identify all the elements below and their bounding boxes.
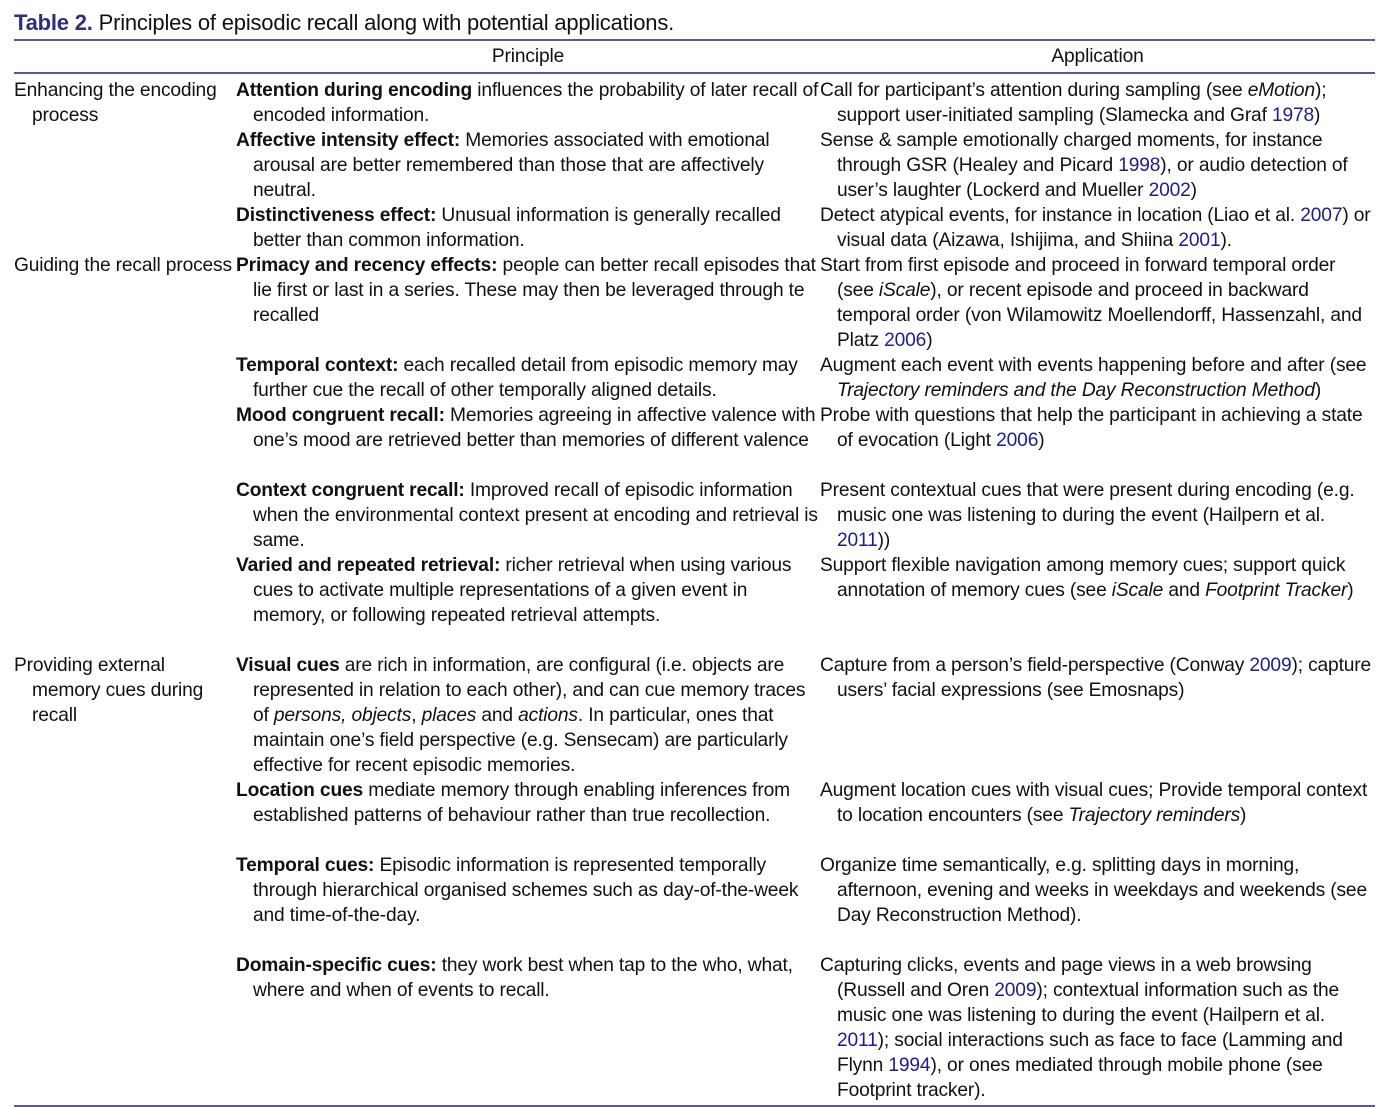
principle-cell [236,253,820,353]
principle-term: Temporal cues: [236,855,375,876]
principle-term: Primacy and recency effects: [236,255,498,276]
principle-term: Domain-specific cues: [236,955,437,976]
application-text [820,853,1375,928]
application-text [820,353,1375,403]
principle-description: Unusual information is generally recalled better than common information. [253,205,781,251]
application-cell [820,128,1375,203]
principle-description: Improved recall of episodic information when the environmental context present at encoding and retrieval is same. [253,480,818,551]
application-description: ) [1190,180,1197,201]
category-cell [14,778,236,853]
principle-text [236,253,820,328]
principle-term: Distinctiveness effect: [236,205,437,226]
citation-year-link[interactable]: 1978 [1271,105,1315,126]
table-row [14,778,1375,853]
application-description: ), or recent episode and proceed in backward temporal order (von Wilamowitz Moellendorff, Hassenzahl, and Platz [837,280,1362,351]
category-cell [14,203,236,253]
principle-term: Visual cues [236,655,340,676]
table-caption-text: Principles of episodic recall along with potential applications. [98,10,675,35]
application-text [820,253,1375,353]
category-label: Providing external memory cues during recall [14,655,204,726]
table-row [14,853,1375,953]
principle-cell [236,853,820,953]
application-description: ) [1314,380,1322,401]
column-header-application: Application [1051,46,1144,67]
application-text [820,403,1375,453]
category-cell [14,128,236,203]
principle-description: influences the probability of later recall of encoded information. [253,80,819,126]
principle-cell [236,953,820,1105]
table-row [14,128,1375,203]
principle-text [236,403,820,453]
application-text [820,953,1375,1103]
principle-text [236,478,820,553]
table-row [14,553,1375,653]
application-cell [820,353,1375,403]
principle-term: Temporal context: [236,355,399,376]
principle-text [236,553,820,628]
principle-description: are rich in information, are configural (i.e. objects are represented in relation to each other), and can cue memory traces of [253,655,806,726]
principle-description: . In particular, ones that maintain one’s field perspective (e.g. Sensecam) are particularly effective for recent episodic memories. [253,705,788,776]
column-header-principle: Principle [491,46,565,67]
application-text [820,553,1375,603]
principle-text [236,953,820,1003]
category-label: Guiding the recall process [14,255,232,276]
table-row [14,653,1375,778]
principle-text [236,353,820,403]
category-cell [14,478,236,553]
application-description: Detect atypical events, for instance in location (Liao et al. [820,205,1301,226]
category-cell [14,72,236,128]
citation-year-link[interactable]: 2011 [837,530,878,551]
principle-description: they work best when tap to the who, what, where and when of events to recall. [253,955,793,1001]
application-description: ); support user-initiated sampling (Slamecka and Graf [837,80,1327,126]
principle-cell [236,128,820,203]
application-description: )) [877,530,891,551]
emphasis-text: places [421,705,477,726]
principle-cell [236,353,820,403]
application-description: ) [1240,805,1247,826]
principle-description: mediate memory through enabling inferences from established patterns of behaviour rather than true recollection. [253,780,790,826]
principle-text [236,128,820,203]
application-description: Organize time semantically, e.g. splitting days in morning, afternoon, evening and weeks in weekdays and weekends (see Day Reconstruction Method). [820,855,1367,926]
citation-year-link[interactable]: 2001 [1178,230,1221,251]
citation-year-link[interactable]: 2011 [837,1030,878,1051]
application-description: ) or visual data (Aizawa, Ishijima, and Shiina [837,205,1371,251]
principle-term: Location cues [236,780,364,801]
application-description: Capturing clicks, events and page views in a web browsing (Russell and Oren [820,955,1312,1001]
application-cell [820,203,1375,253]
application-description: Probe with questions that help the participant in achieving a state of evocation (Light [820,405,1363,451]
emphasis-text: iScale [1111,580,1164,601]
emphasis-text: eMotion [1247,80,1315,101]
application-description: Start from first episode and proceed in forward temporal order (see [820,255,1336,301]
emphasis-text: Footprint Tracker [1205,580,1348,601]
principle-cell [236,478,820,553]
principle-description: Memories agreeing in affective valence with one’s mood are retrieved better than memories of different valence [253,405,816,451]
header-rule [14,72,1375,74]
application-description: Capture from a person’s field-perspective (Conway [820,655,1250,676]
principle-cell [236,203,820,253]
table-caption [14,8,1375,39]
application-text [820,778,1375,828]
table-row [14,478,1375,553]
category-cell [14,553,236,653]
citation-year-link[interactable]: 1998 [1118,155,1161,176]
application-cell [820,553,1375,653]
citation-year-link[interactable]: 2002 [1148,180,1191,201]
application-cell [820,72,1375,128]
principle-description: and [476,705,519,726]
application-description: ); contextual information such as the music one was listening to during the event (Hailpern et al. [837,980,1340,1026]
principle-term: Varied and repeated retrieval: [236,555,501,576]
emphasis-text: persons, objects [273,705,412,726]
principle-text [236,203,820,253]
application-cell [820,853,1375,953]
emphasis-text: actions [518,705,578,726]
category-cell [14,403,236,478]
application-cell [820,403,1375,478]
principle-cell [236,653,820,778]
citation-year-link[interactable]: 2007 [1300,205,1343,226]
application-cell [820,653,1375,778]
principle-term: Context congruent recall: [236,480,465,501]
principle-description: Memories associated with emotional arousal are better remembered than those that are affectively neutral. [253,130,770,201]
table-row [14,203,1375,253]
principle-cell [236,553,820,653]
citation-year-link[interactable]: 2009 [1249,655,1292,676]
application-text [820,78,1375,128]
application-description: Present contextual cues that were present during encoding (e.g. music one was listening to during the event (Hailpern et al. [820,480,1355,526]
category-label: Enhancing the encoding process [14,80,217,126]
category-cell [14,653,236,778]
application-cell [820,253,1375,353]
principle-text [236,78,820,128]
principle-description: richer retrieval when using various cues to activate multiple representations of a given event in memory, or following repeated retrieval attempts. [253,555,792,626]
principle-text [236,853,820,928]
principle-description: each recalled detail from episodic memory may further cue the recall of other temporally aligned details. [253,355,798,401]
category-cell [14,353,236,403]
header-row [14,41,1375,72]
principle-term: Attention during encoding [236,80,473,101]
table-row [14,953,1375,1105]
principle-cell [236,403,820,478]
category-cell [14,253,236,353]
table-row [14,403,1375,478]
application-description: ) [1347,580,1354,601]
principle-text [236,778,820,828]
application-cell [820,953,1375,1105]
table-row [14,253,1375,353]
principle-term: Affective intensity effect: [236,130,461,151]
principle-text [236,653,820,778]
citation-year-link[interactable]: 2006 [996,430,1039,451]
table-caption-label: Table 2. [14,10,93,35]
application-description: ) [1314,105,1321,126]
citation-year-link[interactable]: 1994 [888,1055,931,1076]
application-description: Augment each event with events happening before and after (see [820,355,1367,376]
category-cell [14,853,236,953]
application-description: Call for participant’s attention during sampling (see [820,80,1248,101]
application-description: ); social interactions such as face to face (Lamming and Flynn [837,1030,1343,1076]
citation-year-link[interactable]: 2009 [994,980,1037,1001]
application-text [820,478,1375,553]
principle-description: , [411,705,422,726]
principle-term: Mood congruent recall: [236,405,445,426]
column-header-category [14,41,236,72]
application-text [820,653,1375,703]
application-description: ) [926,330,933,351]
application-description: Sense & sample emotionally charged moments, for instance through GSR (Healey and Picard [820,130,1323,176]
emphasis-text: Trajectory reminders [1068,805,1241,826]
emphasis-text: iScale [878,280,931,301]
application-cell [820,478,1375,553]
application-text [820,128,1375,203]
application-description: ); capture users’ facial expressions (see Emosnaps) [837,655,1372,701]
application-text [820,203,1375,253]
application-description: Support flexible navigation among memory cues; support quick annotation of memory cues (see [820,555,1346,601]
principle-cell [236,778,820,853]
citation-year-link[interactable]: 2006 [884,330,927,351]
application-description: ). [1220,230,1232,251]
principle-description: Episodic information is represented temporally through hierarchical organised schemes such as day-of-the-week and time-of-the-day. [253,855,799,926]
application-description: ), or audio detection of user’s laughter (Lockerd and Mueller [837,155,1348,201]
application-description: ) [1038,430,1045,451]
emphasis-text: Trajectory reminders and the Day Reconstruction Method [837,380,1315,401]
table-row [14,353,1375,403]
application-cell [820,778,1375,853]
table-body [14,72,1375,1105]
application-description: Augment location cues with visual cues; Provide temporal context to location encounters (see [820,780,1368,826]
principle-description: people can better recall episodes that lie first or last in a series. These may then be leveraged through te recalled [253,255,816,326]
principle-cell [236,72,820,128]
category-cell [14,953,236,1105]
application-description: ), or ones mediated through mobile phone (see Footprint tracker). [837,1055,1323,1101]
principles-table [14,41,1375,1105]
application-description: and [1163,580,1206,601]
table-row [14,72,1375,128]
